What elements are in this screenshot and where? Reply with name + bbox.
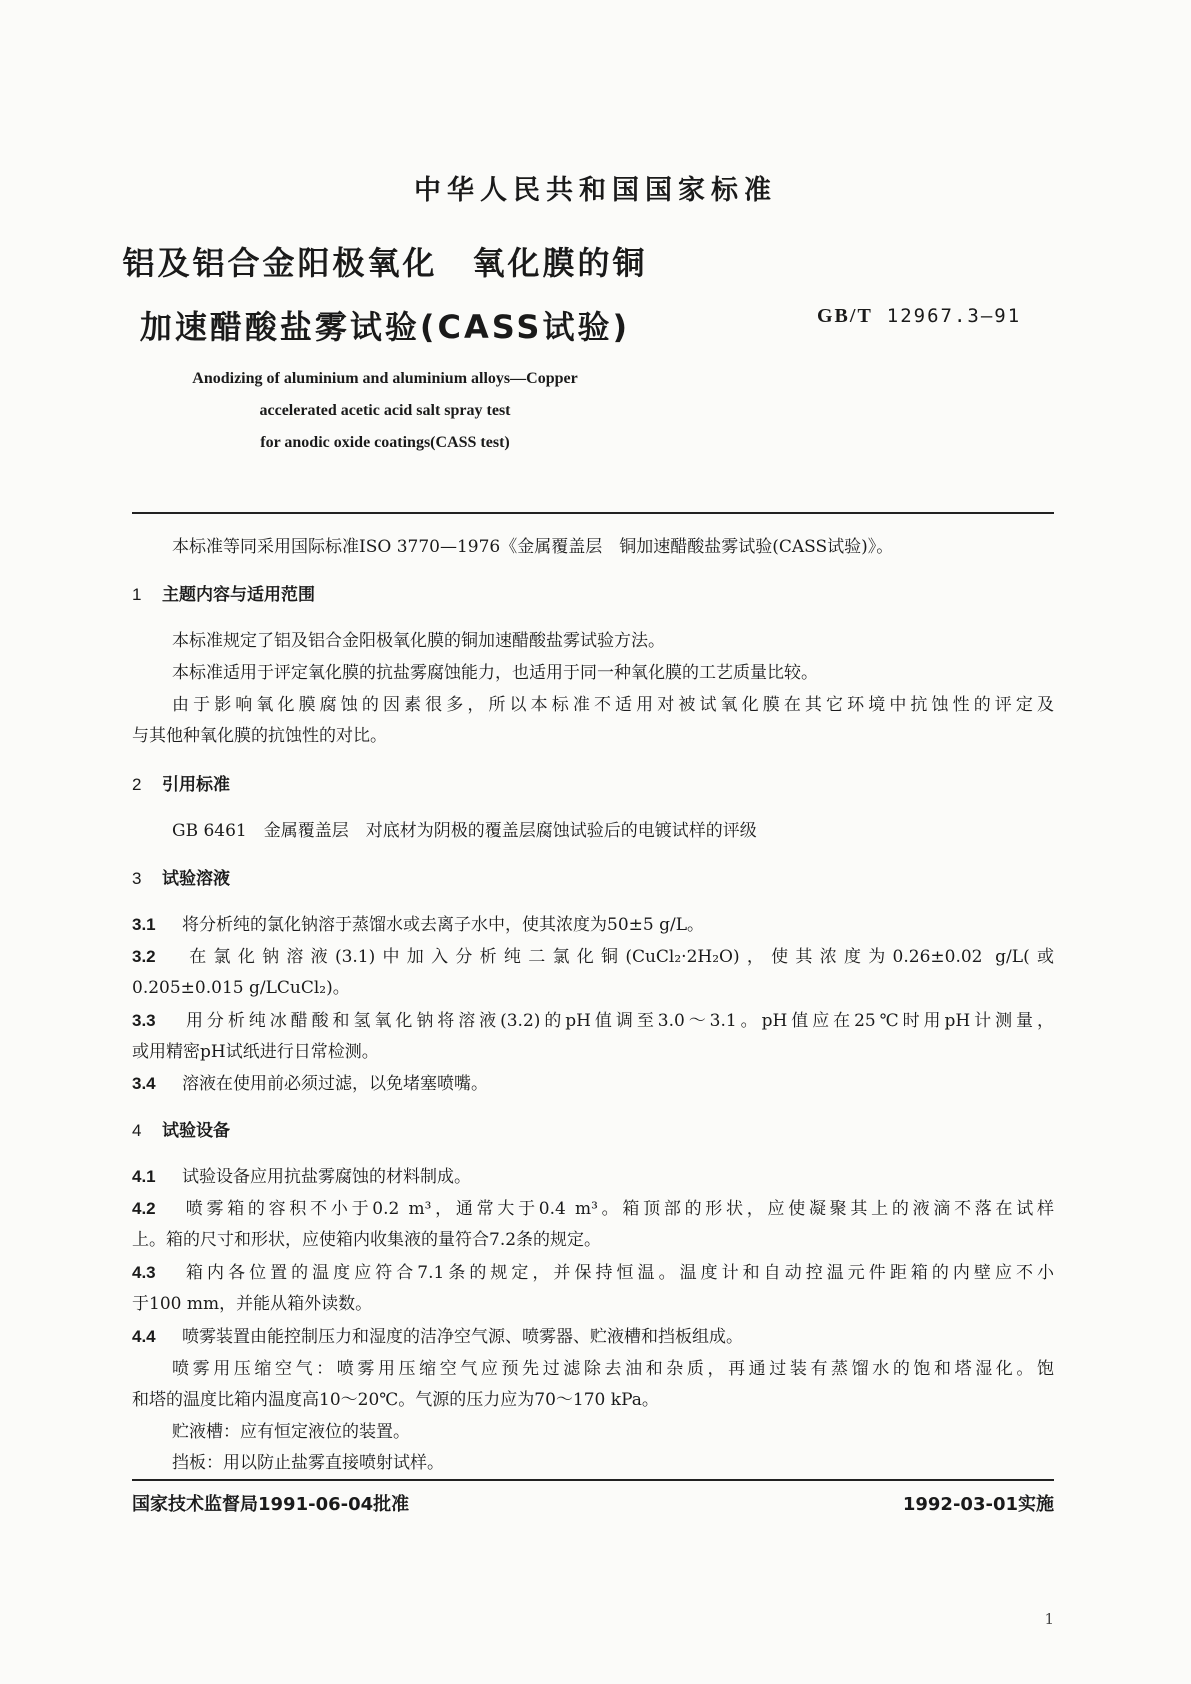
clause-text: 试验设备应用抗盐雾腐蚀的材料制成。 (182, 1167, 471, 1187)
clause-3-4 (132, 1071, 1054, 1097)
clause-text: 将分析纯的氯化钠溶于蒸馏水或去离子水中，使其浓度为50±5 g/L。 (182, 915, 704, 935)
compressed-air-line-2: 和塔的温度比箱内温度高10～20℃。气源的压力应为70～170 kPa。 (132, 1390, 659, 1410)
compressed-air-line-1: 喷雾用压缩空气：喷雾用压缩空气应预先过滤除去油和杂质，再通过装有蒸馏水的饱和塔湿化。饱 (172, 1359, 1054, 1379)
clause-text: 在氯化钠溶液(3.1)中加入分析纯二氯化铜(CuCl₂·2H₂O)，使其浓度为0.26±0.02 g/L(或 (182, 947, 1054, 967)
document-title-line-2: 加速醋酸盐雾试验(CASS试验) (139, 308, 631, 346)
standard-prefix: GB/T (817, 305, 873, 327)
section-number: 1 (132, 585, 142, 604)
clause-4-3-line-1 (132, 1260, 1054, 1286)
section-1-heading (132, 582, 1054, 608)
clause-3-1 (132, 912, 1054, 938)
section-2-heading (132, 772, 1054, 798)
section-3-heading (132, 866, 1054, 892)
clause-4-1 (132, 1164, 1054, 1190)
section-number: 3 (132, 869, 142, 888)
liquid-tank-paragraph: 贮液槽：应有恒定液位的装置。 (172, 1422, 410, 1442)
clause-text: 喷雾装置由能控制压力和湿度的洁净空气源、喷雾器、贮液槽和挡板组成。 (182, 1327, 743, 1347)
section-1-paragraph-1: 本标准规定了铝及铝合金阳极氧化膜的铜加速醋酸盐雾试验方法。 (172, 631, 665, 651)
effective-date: 1992-03-01实施 (902, 1494, 1054, 1515)
section-title: 试验设备 (162, 1121, 230, 1141)
clause-number: 4.3 (132, 1263, 156, 1282)
clause-number: 3.3 (132, 1011, 156, 1030)
clause-number: 3.1 (132, 915, 156, 934)
clause-number: 3.2 (132, 947, 156, 966)
clause-number: 4.1 (132, 1167, 156, 1186)
clause-number: 4.2 (132, 1199, 156, 1218)
clause-3-3-line-1 (132, 1008, 1054, 1034)
clause-number: 3.4 (132, 1074, 156, 1093)
clause-text: 溶液在使用前必须过滤，以免堵塞喷嘴。 (182, 1074, 488, 1094)
section-1-paragraph-3-line-2: 与其他种氧化膜的抗蚀性的对比。 (132, 726, 387, 746)
section-4-heading (132, 1118, 1054, 1144)
clause-text: 喷雾箱的容积不小于0.2 m³，通常大于0.4 m³。箱顶部的形状，应使凝聚其上的液滴不落在试样 (182, 1199, 1054, 1219)
clause-text: 用分析纯冰醋酸和氢氧化钠将溶液(3.2)的pH值调至3.0～3.1。pH值应在25℃时用pH计测量， (182, 1011, 1054, 1031)
english-title-line-3: for anodic oxide coatings(CASS test) (260, 434, 510, 451)
clause-3-2-line-1 (132, 944, 1054, 970)
clause-number: 4.4 (132, 1327, 156, 1346)
page-number: 1 (1044, 1610, 1054, 1628)
clause-4-2-line-2: 上。箱的尺寸和形状，应使箱内收集液的量符合7.2条的规定。 (132, 1230, 602, 1250)
intro-paragraph: 本标准等同采用国际标准ISO 3770—1976《金属覆盖层 铜加速醋酸盐雾试验(CASS试验)》。 (172, 537, 894, 557)
english-title-line-2: accelerated acetic acid salt spray test (259, 402, 511, 419)
clause-3-2-line-2: 0.205±0.015 g/LCuCl₂)。 (132, 978, 350, 998)
section-title: 引用标准 (162, 775, 230, 795)
clause-4-2-line-1 (132, 1196, 1054, 1222)
section-title: 试验溶液 (162, 869, 230, 889)
section-1-paragraph-3-line-1: 由于影响氧化膜腐蚀的因素很多，所以本标准不适用对被试氧化膜在其它环境中抗蚀性的评定及 (172, 695, 1054, 715)
section-1-paragraph-2: 本标准适用于评定氧化膜的抗盐雾腐蚀能力，也适用于同一种氧化膜的工艺质量比较。 (172, 663, 818, 683)
standard-number (817, 305, 1021, 328)
document-title-line-1: 铝及铝合金阳极氧化 氧化膜的铜 (122, 244, 648, 282)
standard-number-value: 12967.3—91 (886, 305, 1022, 327)
section-number: 4 (132, 1121, 142, 1140)
clause-text: 箱内各位置的温度应符合7.1条的规定，并保持恒温。温度计和自动控温元件距箱的内壁应不小 (182, 1263, 1054, 1283)
footer-divider (132, 1479, 1054, 1481)
national-standard-heading: 中华人民共和国国家标准 (414, 175, 777, 206)
baffle-paragraph: 挡板：用以防止盐雾直接喷射试样。 (172, 1453, 444, 1473)
clause-4-4 (132, 1324, 1054, 1350)
approval-date: 国家技术监督局1991-06-04批准 (132, 1494, 410, 1515)
section-title: 主题内容与适用范围 (162, 585, 315, 605)
header-divider (132, 512, 1054, 514)
section-number: 2 (132, 775, 142, 794)
clause-3-3-line-2: 或用精密pH试纸进行日常检测。 (132, 1042, 379, 1062)
section-2-reference: GB 6461 金属覆盖层 对底材为阴极的覆盖层腐蚀试验后的电镀试样的评级 (172, 821, 757, 841)
english-title-line-1: Anodizing of aluminium and aluminium alloys—Copper (192, 370, 578, 387)
clause-4-3-line-2: 于100 mm，并能从箱外读数。 (132, 1294, 373, 1314)
